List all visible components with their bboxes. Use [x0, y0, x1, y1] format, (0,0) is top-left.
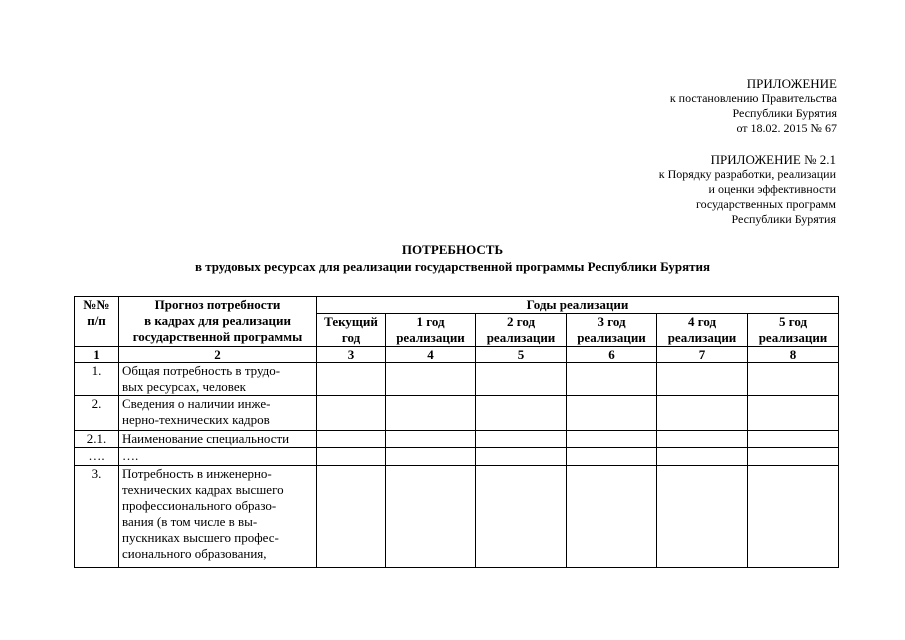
data-cell [476, 448, 567, 466]
header-year-line: реализации [667, 330, 737, 345]
data-cell [657, 448, 748, 466]
table-row [75, 466, 839, 568]
header-year-5 [748, 314, 839, 347]
header-forecast-line: в кадрах для реализации [144, 313, 291, 328]
appendix-line: государственных программ [695, 197, 836, 211]
column-number: 3 [317, 347, 386, 363]
data-cell [476, 396, 567, 431]
header-year-3 [567, 314, 657, 347]
document-subtitle: в трудовых ресурсах для реализации государственной программы Республики Бурятия [194, 259, 711, 274]
data-cell [657, 396, 748, 431]
data-cell [748, 363, 839, 396]
data-cell [748, 431, 839, 448]
header-years: Годы реализации [317, 297, 839, 314]
row-description-line: вых ресурсах, человек [122, 379, 246, 394]
header-year-line: год [341, 330, 361, 345]
row-description [119, 448, 317, 466]
row-description-line: Сведения о наличии инже- [122, 396, 271, 411]
row-description [119, 431, 317, 448]
header-year-line: Текущий [324, 314, 378, 329]
row-description-line: технических кадрах высшего [122, 482, 284, 497]
header-year-line: 3 год [597, 314, 626, 329]
data-cell [567, 466, 657, 568]
row-description [119, 466, 317, 568]
labor-needs-table [74, 296, 839, 568]
header-number-cell [75, 297, 119, 347]
header-year-line: 4 год [687, 314, 717, 329]
header-year-line: реализации [486, 330, 556, 345]
header-year-line: реализации [577, 330, 646, 345]
row-number: 2. [75, 396, 119, 431]
appendix-title: ПРИЛОЖЕНИЕ [746, 76, 837, 91]
appendix-title: ПРИЛОЖЕНИЕ № 2.1 [710, 152, 836, 167]
data-cell [386, 363, 476, 396]
appendix-line: и оценки эффективности [708, 182, 836, 196]
appendix-block-1 [670, 76, 837, 136]
data-cell [476, 431, 567, 448]
header-year-2 [476, 314, 567, 347]
row-description-line: пускниках высшего профес- [122, 530, 279, 545]
row-description-line: нерно-технических кадров [122, 412, 270, 427]
column-number: 1 [75, 347, 119, 363]
header-year-current [317, 314, 386, 347]
data-cell [657, 431, 748, 448]
data-cell [386, 466, 476, 568]
appendix-block-2 [659, 152, 836, 227]
data-cell [386, 448, 476, 466]
appendix-line: Республики Бурятия [731, 212, 836, 226]
appendix-line: от 18.02. 2015 № 67 [736, 121, 837, 135]
data-cell [476, 363, 567, 396]
column-number: 7 [657, 347, 748, 363]
header-year-line: реализации [758, 330, 828, 345]
header-number-line: п/п [87, 313, 106, 328]
data-cell [386, 396, 476, 431]
row-number: …. [75, 448, 119, 466]
header-number-line: №№ [83, 297, 110, 312]
data-cell [317, 448, 386, 466]
header-year-line: 5 год [778, 314, 808, 329]
header-year-line: реализации [396, 330, 465, 345]
row-description-line: Общая потребность в трудо- [122, 363, 281, 378]
row-number: 3. [75, 466, 119, 568]
data-cell [317, 396, 386, 431]
data-cell [567, 431, 657, 448]
column-number: 6 [567, 347, 657, 363]
row-description [119, 363, 317, 396]
row-description-line: …. [122, 448, 139, 463]
row-description [119, 396, 317, 431]
data-cell [317, 466, 386, 568]
row-description-line: Наименование специальности [122, 431, 290, 446]
header-forecast-cell [119, 297, 317, 347]
data-cell [748, 396, 839, 431]
row-description-line: вания (в том числе в вы- [122, 514, 258, 529]
row-description-line: Потребность в инженерно- [122, 466, 272, 481]
header-year-line: 2 год [506, 314, 536, 329]
data-cell [476, 466, 567, 568]
data-cell [657, 363, 748, 396]
row-number: 1. [75, 363, 119, 396]
appendix-line: Республики Бурятия [732, 106, 837, 120]
data-cell [567, 396, 657, 431]
column-number: 8 [748, 347, 839, 363]
data-cell [317, 431, 386, 448]
table-row [75, 431, 839, 448]
header-year-1 [386, 314, 476, 347]
data-cell [748, 466, 839, 568]
document-title: ПОТРЕБНОСТЬ [401, 242, 504, 257]
header-year-4 [657, 314, 748, 347]
row-number: 2.1. [75, 431, 119, 448]
column-number: 4 [386, 347, 476, 363]
table-row [75, 448, 839, 466]
table-row [75, 363, 839, 396]
data-cell [657, 466, 748, 568]
table-row [75, 396, 839, 431]
data-cell [386, 431, 476, 448]
row-description-line: профессионального образо- [122, 498, 277, 513]
data-cell [567, 448, 657, 466]
column-number: 2 [119, 347, 317, 363]
header-forecast-line: Прогноз потребности [154, 297, 281, 312]
data-cell [567, 363, 657, 396]
appendix-line: к Порядку разработки, реализации [658, 167, 836, 181]
data-cell [317, 363, 386, 396]
appendix-line: к постановлению Правительства [669, 91, 837, 105]
header-forecast-line: государственной программы [132, 329, 303, 344]
data-cell [748, 448, 839, 466]
header-year-line: 1 год [416, 314, 445, 329]
row-description-line: сионального образования, [122, 546, 267, 561]
column-number: 5 [476, 347, 567, 363]
